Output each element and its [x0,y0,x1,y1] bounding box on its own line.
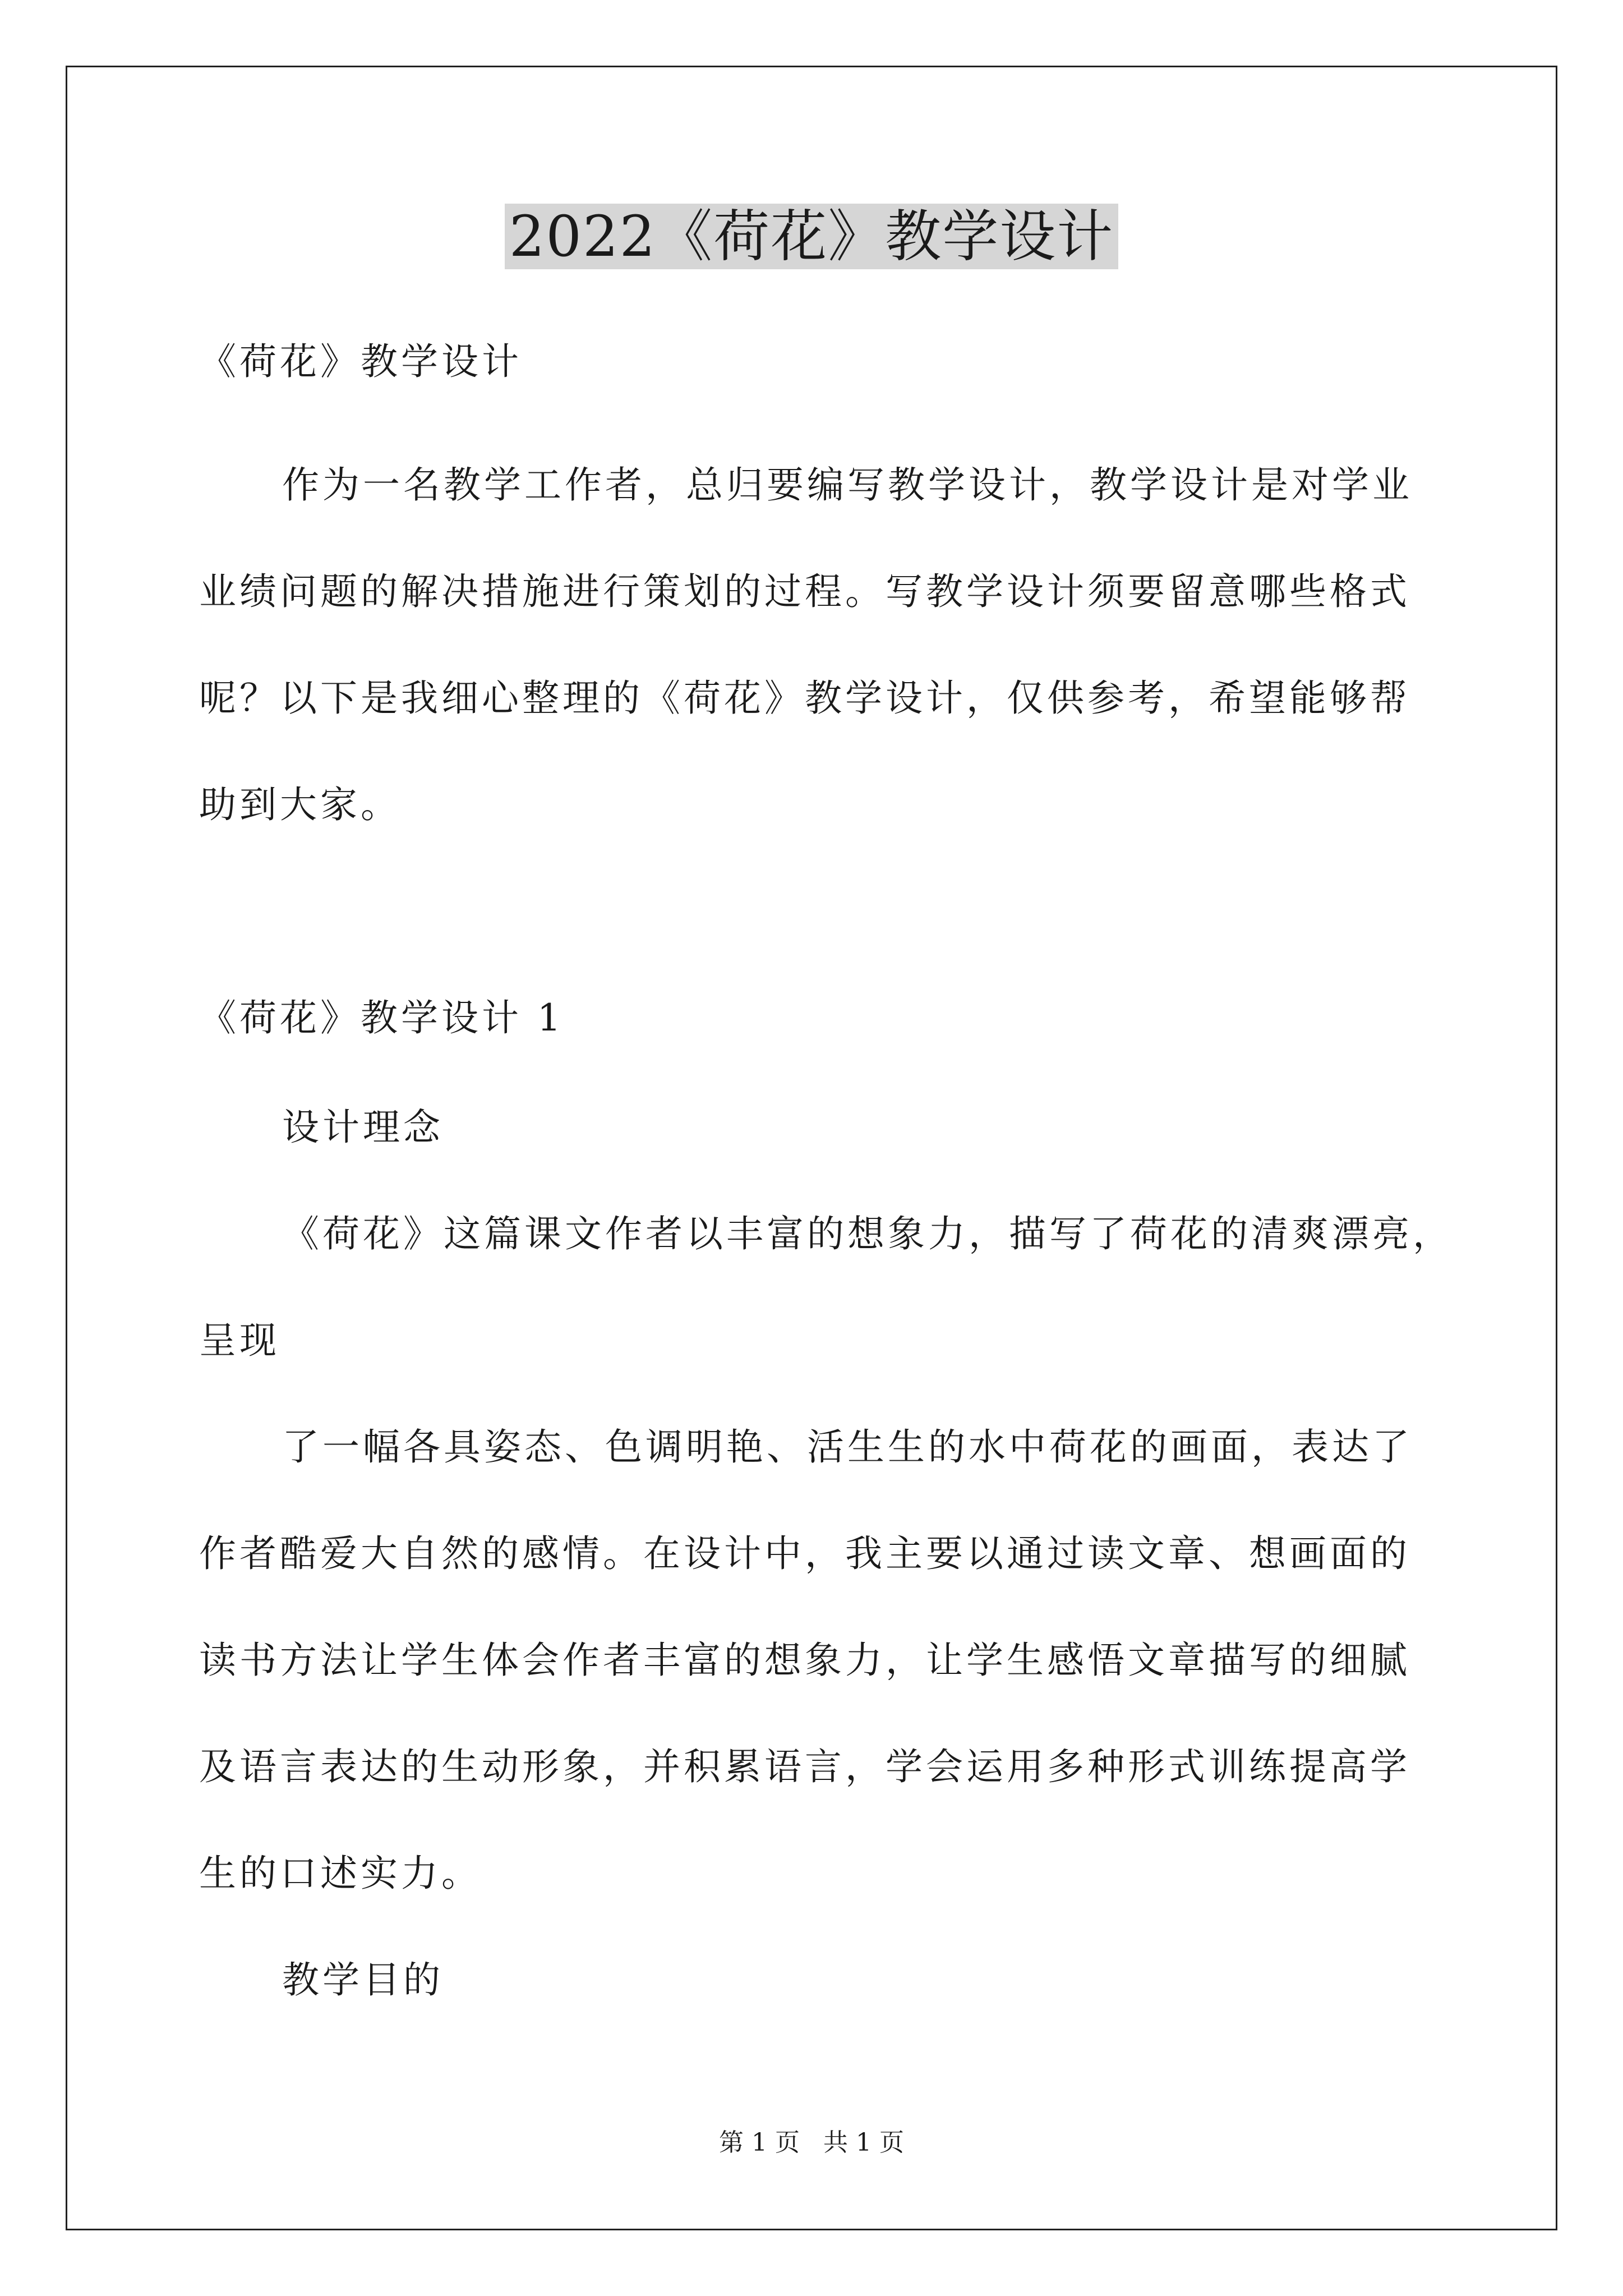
paragraph-line: 读书方法让学生体会作者丰富的想象力，让学生感悟文章描写的细腻 [199,1639,1410,1682]
page-total: 共 1 页 [823,2128,904,2157]
subsection-heading: 设计理念 [282,1106,444,1149]
paragraph-line: 助到大家。 [199,783,401,826]
paragraph-line: 呈现 [199,1319,280,1362]
page-title-text: 2022《荷花》教学设计 [505,204,1119,269]
intro-heading: 《荷花》教学设计 [199,340,522,383]
paragraph-line: 作者酷爱大自然的感情。在设计中，我主要以通过读文章、想画面的 [199,1532,1410,1575]
paragraph-line: 及语言表达的生动形象，并积累语言，学会运用多种形式训练提高学 [199,1745,1410,1788]
paragraph-line: 生的口述实力。 [199,1852,482,1895]
page-title [0,197,1623,276]
page-footer [0,2126,1623,2160]
page-number: 第 1 页 [719,2128,800,2157]
paragraph-line: 《荷花》这篇课文作者以丰富的想象力，描写了荷花的清爽漂亮， [282,1212,1453,1255]
section-heading: 《荷花》教学设计 1 [199,996,564,1039]
paragraph-line: 作为一名教学工作者，总归要编写教学设计，教学设计是对学业 [282,463,1413,507]
subsection-heading: 教学目的 [282,1958,444,2001]
paragraph-line: 了一幅各具姿态、色调明艳、活生生的水中荷花的画面，表达了 [282,1425,1413,1469]
paragraph-line: 业绩问题的解决措施进行策划的过程。写教学设计须要留意哪些格式 [199,570,1410,613]
paragraph-line: 呢？以下是我细心整理的《荷花》教学设计，仅供参考，希望能够帮 [199,677,1410,720]
